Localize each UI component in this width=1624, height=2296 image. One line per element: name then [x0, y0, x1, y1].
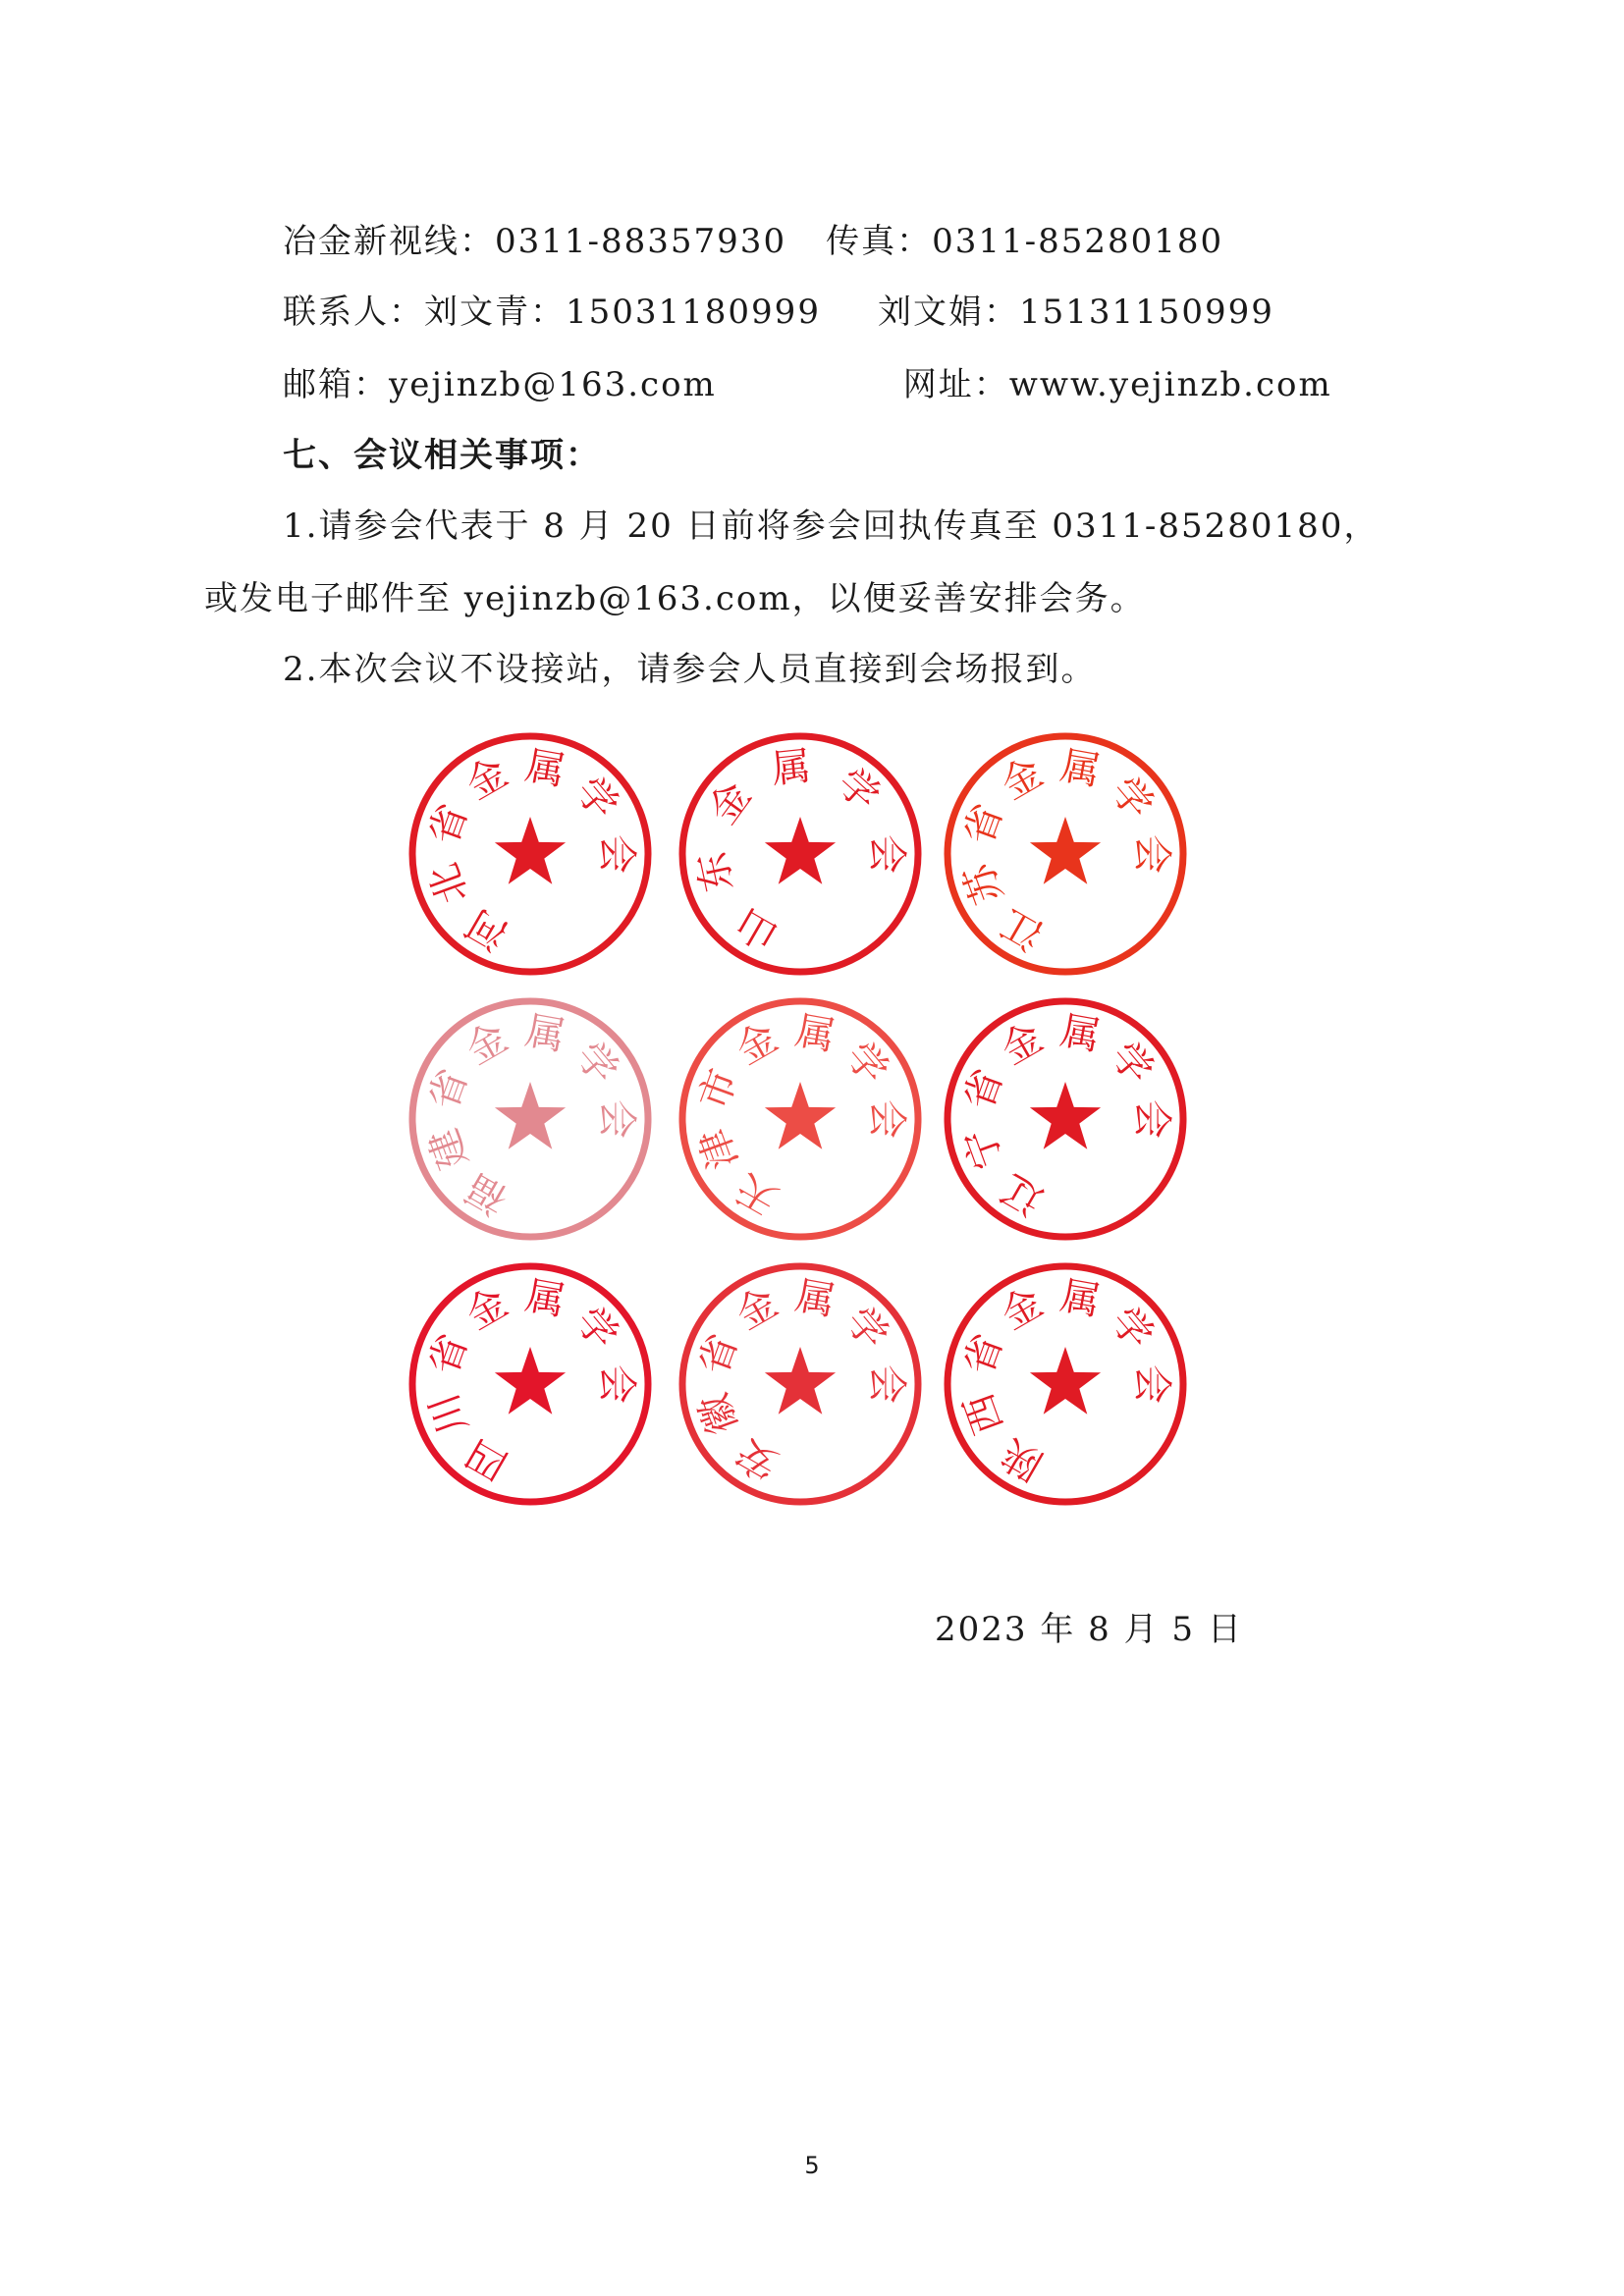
seal-jiangsu	[938, 726, 1193, 982]
seal-stamp-icon	[673, 726, 928, 982]
svg-text:福: 福	[459, 1164, 515, 1224]
svg-text:学: 学	[1101, 1034, 1162, 1094]
svg-text:金: 金	[994, 1279, 1051, 1339]
svg-text:建: 建	[420, 1122, 477, 1175]
seal-stamp-icon	[938, 726, 1193, 982]
svg-text:金: 金	[459, 1279, 515, 1339]
svg-text:属: 属	[1056, 743, 1104, 795]
item-1-line-2: 或发电子邮件至 yejinzb@163.com，以便妥善安排会务。	[204, 579, 1146, 618]
svg-text:市: 市	[690, 1063, 747, 1116]
svg-text:省: 省	[420, 1328, 477, 1381]
seal-sichuan	[403, 1256, 658, 1512]
svg-text:学: 学	[828, 760, 889, 821]
svg-text:川: 川	[420, 1387, 477, 1440]
section-heading: 七、会议相关事项：	[283, 436, 601, 475]
svg-text:属: 属	[791, 1273, 839, 1325]
svg-text:属: 属	[791, 1008, 839, 1060]
svg-text:省: 省	[955, 1063, 1012, 1116]
svg-text:学: 学	[1101, 769, 1162, 828]
seal-liaoning	[938, 991, 1193, 1247]
email-text: 邮箱：yejinzb@163.com	[283, 365, 717, 404]
seal-stamp-icon	[403, 991, 658, 1247]
seal-stamp-icon	[673, 1256, 928, 1512]
svg-text:金: 金	[729, 1014, 785, 1074]
svg-text:山: 山	[729, 899, 785, 959]
svg-text:河: 河	[459, 899, 515, 959]
item-2: 2.本次会议不设接站，请参会人员直接到会场报到。	[283, 650, 1097, 689]
svg-text:属: 属	[521, 1008, 568, 1060]
svg-text:学: 学	[836, 1299, 896, 1359]
svg-text:学: 学	[566, 769, 626, 828]
svg-text:金: 金	[459, 749, 515, 809]
fax-text: 传真：0311-85280180	[826, 222, 1224, 261]
svg-text:津: 津	[690, 1122, 747, 1175]
svg-text:金: 金	[994, 749, 1051, 809]
seal-anhui	[673, 1256, 928, 1512]
svg-text:省: 省	[955, 798, 1012, 851]
svg-text:天: 天	[729, 1164, 785, 1224]
svg-text:属: 属	[521, 1273, 568, 1325]
seal-shaanxi	[938, 1256, 1193, 1512]
contact-person-1: 联系人：刘文青：15031180999	[283, 293, 821, 332]
seal-hebei	[403, 726, 658, 982]
seal-stamp-icon	[673, 991, 928, 1247]
svg-text:会: 会	[594, 1364, 639, 1404]
svg-text:省: 省	[955, 1328, 1012, 1381]
svg-text:四: 四	[459, 1429, 515, 1489]
page-number: 5	[804, 2152, 820, 2179]
svg-text:东: 东	[689, 847, 742, 896]
website-text: 网址：www.yejinzb.com	[902, 365, 1332, 404]
svg-text:会: 会	[594, 834, 639, 874]
svg-text:会: 会	[1129, 1364, 1174, 1404]
svg-text:学: 学	[836, 1034, 896, 1094]
svg-text:会: 会	[1129, 834, 1174, 874]
svg-text:属: 属	[769, 743, 814, 793]
svg-text:会: 会	[864, 1099, 909, 1139]
svg-text:学: 学	[566, 1034, 626, 1094]
svg-text:陕: 陕	[994, 1429, 1051, 1489]
item-1-line-1: 1.请参会代表于 8 月 20 日前将参会回执传真至 0311-85280180，	[283, 507, 1380, 546]
seal-stamp-icon	[938, 1256, 1193, 1512]
hotline-text: 冶金新视线：0311-88357930	[283, 222, 787, 261]
seal-grid	[403, 726, 1208, 1522]
svg-text:会: 会	[864, 1364, 909, 1404]
seal-stamp-icon	[938, 991, 1193, 1247]
svg-text:宁: 宁	[955, 1122, 1012, 1175]
seal-stamp-icon	[403, 1256, 658, 1512]
seal-shandong	[673, 726, 928, 982]
contact-line-3	[283, 363, 1332, 406]
document-date: 2023 年 8 月 5 日	[935, 1610, 1243, 1649]
seal-tianjin	[673, 991, 928, 1247]
svg-text:属: 属	[521, 743, 568, 795]
svg-text:金: 金	[700, 774, 761, 832]
svg-text:金: 金	[729, 1279, 785, 1339]
svg-text:属: 属	[1056, 1273, 1104, 1325]
svg-text:学: 学	[1101, 1299, 1162, 1359]
svg-text:苏: 苏	[955, 857, 1012, 910]
svg-text:安: 安	[729, 1429, 785, 1489]
contact-person-2: 刘文娟：15131150999	[877, 293, 1274, 332]
contact-line-2	[283, 291, 1274, 334]
seal-fujian	[403, 991, 658, 1247]
svg-text:江: 江	[994, 899, 1051, 959]
svg-text:省: 省	[420, 1063, 477, 1116]
svg-text:辽: 辽	[994, 1164, 1051, 1224]
svg-text:会: 会	[1129, 1099, 1174, 1139]
svg-text:西: 西	[955, 1387, 1012, 1440]
svg-text:属: 属	[1056, 1008, 1104, 1060]
svg-text:金: 金	[994, 1014, 1051, 1074]
svg-text:学: 学	[566, 1299, 626, 1359]
svg-text:会: 会	[864, 834, 909, 874]
svg-text:北: 北	[420, 857, 477, 910]
svg-text:会: 会	[594, 1099, 639, 1139]
svg-text:徽: 徽	[690, 1387, 747, 1440]
svg-text:金: 金	[459, 1014, 515, 1074]
contact-line-1	[283, 220, 1223, 263]
svg-text:省: 省	[420, 798, 477, 851]
svg-text:省: 省	[690, 1328, 747, 1381]
seal-stamp-icon	[403, 726, 658, 982]
